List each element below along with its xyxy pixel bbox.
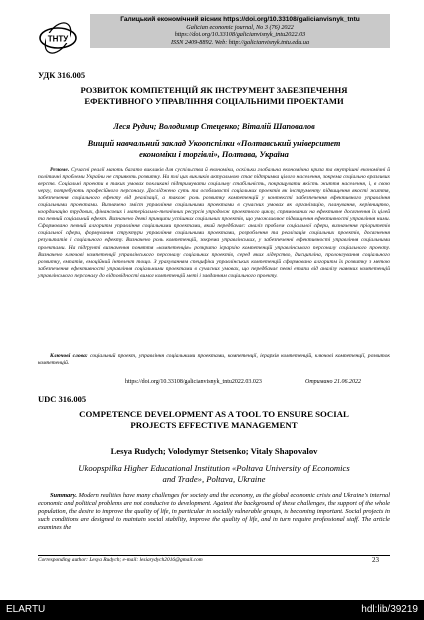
abstract-ua-text: Сучасні реалії мають багато викликів для суспільства й економіки, оскільки глобальна економічна криза та внутрішні економічні й політичні проблеми України не сприяють розвитку. На тлі цих викликів актуальною стає підтримка цілого населення, зокрема соціально вразливих верств. Соціальні проекти в таких умовах покликані підтримувати соціальну стабільність, покращувати якість життя населення, і, в свою чергу, потребують професійного персоналу. Досліджено суть та особливості соціальних проектів як інструменту підвищення якості життя, забезпечення соціального ефекту від реалізації, а також роль розвитку компетенцій у контексті забезпечення ефективного управління соціальними проектами. Визначено зміст управління соціальними проектами в сучасних умовах як організацію, планування, керівництво, координацію трудових, фінансових і матеріально-технічних ресурсів упродовж проектного циклу, спрямованих на ефективне досягнення їх цілей та певний соціальний ефект. Визначено деякі принципи успішних соціальних проектів, що уможливлює підвищення ефективності управління ними. Сформовано певний алгоритм управління соціальними проектами, який передбачає: аналіз проблем соціальної сфери, визначення пріоритетів соціальної сфери, формування структури управління соціальними проектами, розроблення та реалізація соціальних проектів, досягнення результатів і соціального ефекту. Визначено роль компетенцій, зокрема управлінських, у забезпеченні ефективності управління соціальними проектами. На підґрунті визначення поняття «компетенція» розкрито ієрархію компетенцій управлінського персоналу соціального проекту. Визначено ключові компетенції управлінського персоналу соціальних проектів, серед яких лідерство, дисципліна, пролонгування соціального розвитку, емпатія, емоційний інтелект тощо. З урахуванням специфіки управлінських компетенцій сформовано алгоритм їх розвитку з метою забезпечення ефективності управління соціальними проектами в сучасних умовах, що передбачає певні етапи від аналізу наявних компетенцій управлінського персоналу до відповідності вимог компетенцій меті і завданням соціального проекту.: [38, 167, 390, 279]
corresponding-author: Corresponding author: Lesya Rudych; e-mail: lesiarydych2016@gmail.com: [38, 557, 203, 563]
abstract-ua-label: Резюме.: [50, 167, 70, 173]
university-logo-icon: [38, 18, 78, 58]
keywords-ua-text: соціальний проект, управління соціальними проектами, компетенції, ієрархія компетенцій, ключові компетенції, розвиток компетенцій.: [38, 353, 390, 367]
title-ua-line1: РОЗВИТОК КОМПЕТЕНЦІЙ ЯК ІНСТРУМЕНТ ЗАБЕЗПЕЧЕННЯ: [80, 85, 348, 95]
keywords-ua-label: Ключові слова:: [50, 353, 88, 359]
summary-en-text: Modern realities have many challenges for society and the economy, as the global economic crisis and Ukraine's internal economic and political problems are not conducive to development. Against the background of these challenges, the support of the whole population, the desire to improve the quality of life, in particular in socially vulnerable groups, is becoming important. Social projects in such conditions are designed to maintain social stability, improve the quality of life, and in turn require professional staff. The article examines the: [38, 492, 390, 532]
title-en-line2: PROJECTS EFFECTIVE MANAGEMENT: [130, 419, 298, 430]
affiliation-en-line2: and Trade», Poltava, Ukraine: [162, 473, 266, 484]
handle-id: hdl:lib/39219: [361, 604, 418, 615]
logo-text: ТНТУ: [47, 34, 69, 44]
summary-en-label: Summary.: [50, 492, 77, 499]
journal-issue: Galician economic journal, No 3 (76) 2022: [186, 23, 294, 31]
journal-issue-doi: https://doi.org/10.33108/galicianvisnyk_tntu2022.03: [174, 31, 306, 39]
page-number: 23: [372, 556, 379, 564]
journal-name: Галицький економічний вісник https://doi.org/10.33108/galicianvisnyk_tntu: [120, 16, 360, 23]
affiliation-en-line1: Ukoopspilka Higher Educational Institution «Poltava University of Economics: [78, 463, 350, 473]
received-date: Отримано 21.06.2022: [305, 379, 361, 385]
keywords-ua: [38, 353, 390, 367]
affiliation-ua: [38, 139, 390, 160]
repository-bar: [0, 600, 424, 620]
affiliation-ua-line1: Вищий навчальний заклад Укоопспілки «Полтавський університет: [87, 139, 341, 148]
affiliation-ua-line2: економіки і торгівлі», Полтава, Україна: [139, 149, 289, 159]
title-en: [38, 409, 390, 431]
journal-info-box: [90, 14, 390, 48]
article-doi: https://doi.org/10.33108/galicianvisnyk_tntu2022.03.023: [125, 379, 262, 385]
summary-en: [38, 492, 390, 532]
authors-ua: Леся Рудич; Володимир Стеценко; Віталій Шаповалов: [113, 122, 315, 131]
title-ua-line2: ЕФЕКТИВНОГО УПРАВЛІННЯ СОЦІАЛЬНИМИ ПРОЕКТАМИ: [84, 95, 344, 106]
title-ua: [38, 85, 390, 106]
affiliation-en: [38, 463, 390, 485]
journal-header: [38, 14, 390, 66]
title-en-line1: COMPETENCE DEVELOPMENT AS A TOOL TO ENSURE SOCIAL: [79, 409, 349, 419]
udc-en: UDC 316.005: [38, 394, 87, 404]
repository-name: ELARTU: [6, 604, 46, 615]
authors-en: Lesya Rudych; Volodymyr Stetsenko; Vitaly Shapovalov: [110, 446, 318, 456]
udc-ua: УДК 316.005: [38, 70, 86, 80]
journal-issn-web: ISSN 2409-8892. Web: http://galicianvisnyk.tntu.edu.ua: [170, 38, 310, 46]
footer-divider: [38, 555, 390, 556]
abstract-ua: [38, 167, 390, 280]
